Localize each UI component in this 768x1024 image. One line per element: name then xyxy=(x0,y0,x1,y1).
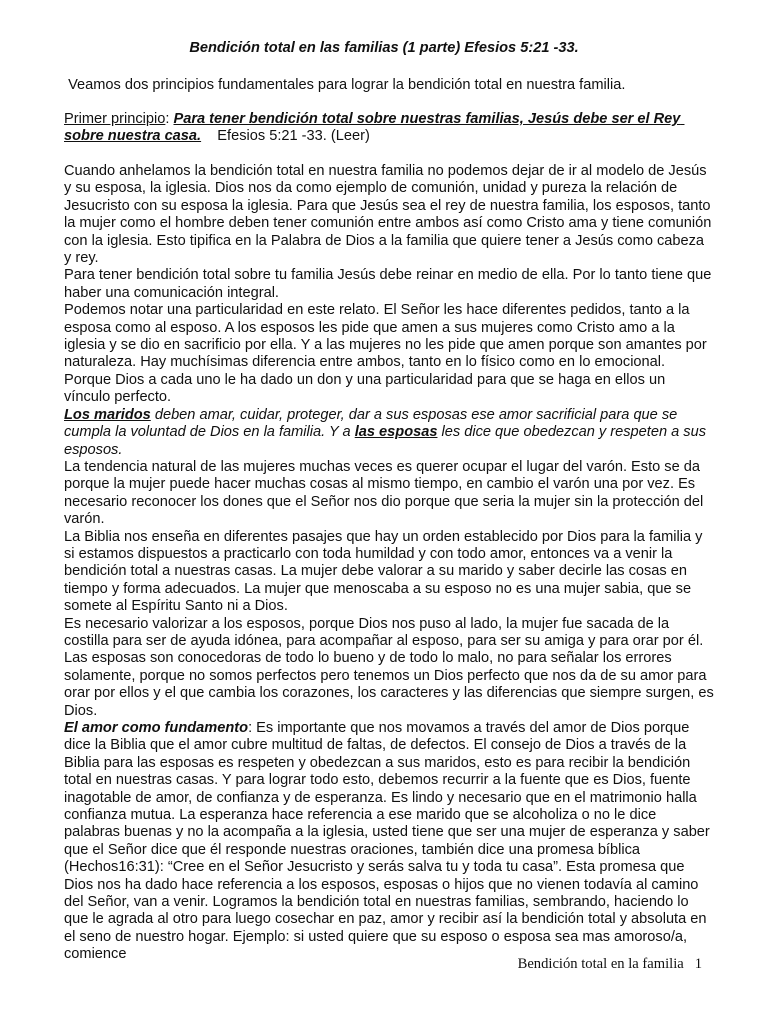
husbands-heading: Los maridos xyxy=(64,406,151,423)
intro-paragraph: Veamos dos principios fundamentales para lograr la bendición total en nuestra familia. xyxy=(64,77,626,93)
page-footer: Bendición total en la familia 1 xyxy=(517,956,702,972)
principle-label: Primer principio xyxy=(64,111,166,127)
principle-reference: Efesios 5:21 -33. (Leer) xyxy=(201,128,370,145)
paragraph-particularity: Podemos notar una particularidad en este relato. El Señor les hace diferentes pedidos, tanto a la esposa como al esposo. A los esposos les pide que amen a sus mujeres como Cristo amo a la iglesia y se dio en sacrificio por ella. Y a las mujeres no les pide que amen porque son amantes por naturaleza. Hay muchísimas diferencia entre ambos, tanto en lo físico como en lo emocional. Porque Dios a cada uno le ha dado un don y una particularidad para que se haga en ellos un vínculo perfecto. xyxy=(64,302,707,406)
document-title: Bendición total en las familias (1 parte) Efesios 5:21 -33. xyxy=(189,40,579,56)
wives-heading: las esposas xyxy=(354,424,438,441)
paragraph-jesus-reign: Para tener bendición total sobre tu familia Jesús debe reinar en medio de ella. Por lo tanto tiene que haber una comunicación integral. xyxy=(64,267,712,301)
paragraph-value-husbands: Es necesario valorizar a los esposos, porque Dios nos puso al lado, la mujer fue sacada de la costilla para ser de ayuda idónea, para acompañar al esposo, para ser su amiga y para orar por él. Las esposas son conocedoras de todo lo bueno y de todo lo malo, no para señalar los errores solamente, porque no somos perfectos pero tenemos un Dios perfecto que nos da de su amor para orar por ellos y el que cambia los corazones, los caracteres y las diferencias que siempre surgen, es Dios. xyxy=(64,615,714,719)
paragraph-tendency: La tendencia natural de las mujeres muchas veces es querer ocupar el lugar del varón. Esto se da porque la mujer puede hacer muchas cosas al mismo tiempo, en cambio el varón una por vez. Es necesario reconocer los dones que el Señor nos dio porque que seria la mujer sin la protección del varón. xyxy=(64,458,704,528)
wives-text: les dice que obedezcan y respeten a sus esposos. xyxy=(64,424,711,458)
paragraph-love-foundation xyxy=(64,720,714,964)
husbands-text: deben amar, cuidar, proteger, dar a sus esposas ese amor sacrificial para que se cumpla la voluntad de Dios en la familia. Y a xyxy=(64,406,682,441)
love-text: : Es importante que nos movamos a través del amor de Dios porque dice la Biblia que el amor cubre multitud de faltas, de defectos. El consejo de Dios a través de la Biblia para las esposas es respeten y obedezcan a sus maridos, esto es para recibir la bendición total en nuestras casas. Y para lograr todo esto, debemos recurrir a la fuente que es Dios, fuente inagotable de amor, de confianza y de esperanza. Es lindo y necesario que en el matrimonio halla confianza mutua. La esperanza hace referencia a ese marido que se alcoholiza o no le dice palabras buenas y no la acompaña a la iglesia, usted tiene que ser una mujer de esperanza y saber que el Señor dice que él responde nuestras oraciones, también dice una promesa bíblica (Hechos16:31): “Cree en el Señor Jesucristo y serás salva tu y toda tu casa”. Esta promesa que Dios nos ha dado hace referencia a los esposos, esposas o hijos que no vienen todavía al camino del Señor, van a venir. Logramos la bendición total en nuestras familias, sembrando, haciendo lo que le agrada al otro para luego cosechar en paz, amor y recibir así la bendición total y absoluta en el seno de nuestro hogar. Ejemplo: si usted quiere que su esposo o esposa sea mas amoroso/a, comience xyxy=(64,720,710,963)
first-principle xyxy=(64,111,714,146)
paragraph-order: La Biblia nos enseña en diferentes pasajes que hay un orden establecido por Dios para la familia y si estamos dispuestos a practicarlo con toda humildad y con todo amor, entonces va a venir la bendición total a nuestras casas. La mujer debe valorar a su marido y saber decirle las cosas en tiempo y forma adecuados. La mujer que menoscaba a su esposo no es una mujer sabia, que se somete al Espíritu Santo ni a Dios. xyxy=(64,528,703,615)
paragraph-model-jesus: Cuando anhelamos la bendición total en nuestra familia no podemos dejar de ir al modelo de Jesús y su esposa, la iglesia. Dios nos da como ejemplo de comunión, unidad y pureza la relación de Jesucristo con su esposa la iglesia. Para que Jesús sea el rey de nuestra familia, los esposos, tanto la mujer como el hombre deben tener comunión entre ambos así como Cristo ama y tiene comunión con la iglesia. Esto tipifica en la Palabra de Dios a la familia que quiere tener a Jesús como cabeza y rey. xyxy=(64,163,712,267)
document-body xyxy=(64,163,714,964)
love-heading: El amor como fundamento xyxy=(64,720,249,736)
paragraph-roles xyxy=(64,407,714,459)
principle-statement: Para tener bendición total sobre nuestras familias, Jesús debe ser el Rey sobre nuestra casa. xyxy=(64,111,685,145)
principle-colon: : xyxy=(165,111,174,127)
